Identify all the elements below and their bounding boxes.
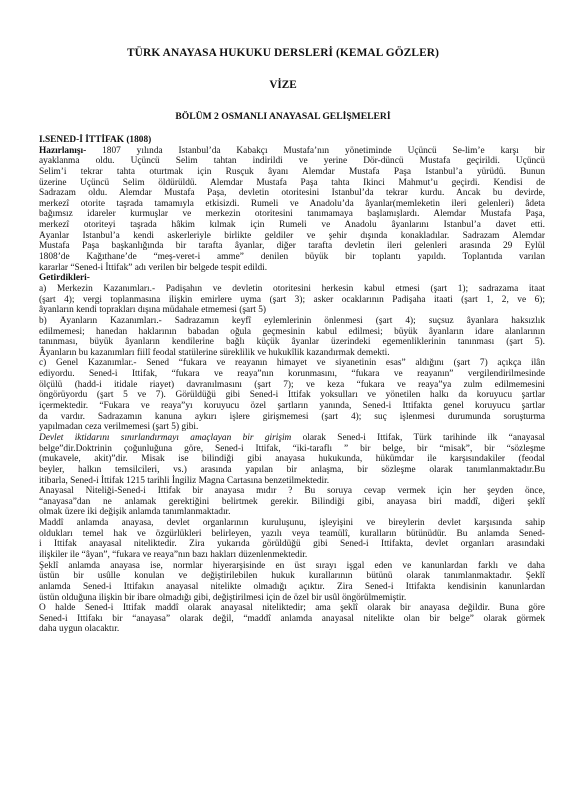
paragraph-line: ediyordu. Sened-i İttifak, “fukara ve reaya”nın korunmasını, “fukara ve reayanın” vergilendirilmesinde [39,369,545,380]
paragraph-line: b) Âyanların Kazanımları.- Sadrazamın keyfî eylemlerinin önlenmesi (şart 4); suçsuz âyanlara haksızlık [39,315,545,326]
document-title: TÜRK ANAYASA HUKUKU DERSLERİ (KEMAL GÖZLER) [126,47,439,59]
section-heading: I.SENED-İ İTTİFAK (1808) [39,135,152,145]
paragraph-line: olmak üzere iki değişik anlamda tanımlanmaktadır. [39,507,231,518]
paragraph-line: oldukları temel hak ve özgürlükleri belirleyen, yazılı veya teamülî, kuralların bütünüdür. Bu anlamda Sened- [39,528,545,539]
paragraph-line: Devlet iktidarını sınırlandırmayı amaçlayan bir girişim olarak Sened-i İttifak, Türk tarihinde ilk “anayasal [39,432,545,443]
chapter-heading: BÖLÜM 2 OSMANLI ANAYASAL GELİŞMELERİ [175,111,391,122]
paragraph-line: c) Genel Kazanımlar.- Sened “fukara ve reayanın himayet ve siyanetinin esas” aldığını (şart 7) açıkça ilân [39,358,545,369]
paragraph-line: Sadrazam oldu. Alemdar Mustafa Paşa, devletin otoritesini İstanbul’da tekrar kurdu. Ancak bu devirde, [39,188,545,199]
paragraph-line: Mustafa Paşa başkanlığında bir tarafta âyanlar, diğer tarafta devletin ileri gelenleri arasında 29 Eylül [39,241,545,252]
paragraph-line: ölçülü (hadd-i itidale riayet) davranılmasını (şart 7); ve keza “fukara ve reaya”ya zulm edilmemesini [39,379,545,390]
paragraph-line: Âyanlar İstanbul’a kendi askerleriyle birlikte geldiler ve şehir dışında konakladılar. Sadrazam Alemdar [39,230,545,241]
paragraph-line: ilişkiler ile “âyan”, “fukara ve reaya”nın bazı hakları düzenlenmektedir. [39,549,308,560]
paragraph-line: (şart 4); vergi toplanmasına ilişkin emirlere uyma (şart 3); asker ocaklarının Padişaha itaati (şart 1, 2, ve 6); [39,294,545,305]
document-subtitle: VİZE [269,79,297,91]
paragraph-line: (mukavele, akit)”dir. Misak ise bilindiği gibi anayasa hukukunda, hükümdar ile karşısındakiler (feodal [39,454,545,465]
paragraph-line: Sened-i İttifakı bir “anayasa” olarak değil, “maddî anlamda anayasal nitelikte olan bir belge” olarak görmek [39,613,545,624]
paragraph-line: itibarla, Sened-i İttifak 1215 tarihli İngiliz Magna Cartasına benzetilmektedir. [39,475,330,486]
paragraph-line: ayaklanma oldu. Üçüncü Selim tahtan indirildi ve yerine Dör-düncü Mustafa geçirildi. Üçüncü [39,156,545,167]
paragraph-line: öngörüyordu (şart 5 ve 7). Görüldüğü gibi Sened-i İttifak yoksulları ve yönetilen halkı da koruyucu şartlar [39,390,545,401]
paragraph-line: merkezî otoriteyi taşrada hâkim kılmak için Rumeli ve Anadolu âyanlarını İstanbul’a davet etti. [39,220,545,231]
paragraph-line: kararlar “Sened-i İttifak” adı verilen bir belgede tespit edildi. [39,262,268,273]
paragraph-line: merkezî otorite taşrada tamamıyla etkisizdi. Rumeli ve Anadolu’da âyanlar(memleketin ileri gelenleri) âdeta [39,198,545,209]
paragraph-line: yapılmadan ceza verilmemesi (şart 5) gibi. [39,422,199,433]
paragraph-line: üstün bir usûlle konulan ve değiştirilebilen hukuk kurallarının bütünü olarak tanımlanmaktadır. Şeklî [39,571,545,582]
paragraph-line: Maddî anlamda anayasa, devlet organlarının kuruluşunu, işleyişini ve bireylerin devlet karşısında sahip [39,518,545,529]
paragraph-line: tanınması, büyük âyanların kendilerine bağlı küçük âyanlar üzerindeki egemenliklerinin tanınması (şart 5). [39,337,545,348]
paragraph-line: “anayasa”dan ne anlamak gerektiğini belirtmek gerekir. Bilindiği gibi, anayasa biri maddî, diğeri şeklî [39,496,545,507]
paragraph-line: O halde Sened-i İttifak maddî olarak anayasal niteliktedir; ama şeklî olarak bir anayasa değildir. Buna göre [39,603,545,614]
paragraph-line: 1808’de Kağıthane’de “meş-veret-i amme” denilen büyük bir toplantı yapıldı. Toplantıda varılan [39,252,545,263]
paragraph-line: beyler, halkın temsilcileri, vs.) arasında yapılan bir anlaşma, bir sözleşme olarak tanımlanmaktadır.Bu [39,464,545,475]
paragraph-line: belge”dir.Doktrinin çoğunluğuna göre, Sened-i İttifak, “iki-taraflı ” bir belge, bir “misak”, bir “sözleşme [39,443,545,454]
paragraph-line: Şeklî anlamda anayasa ise, normlar hiyerarşisinde en üst sırayı işgal eden ve kanunlardan farklı ve daha [39,560,545,571]
paragraph-line: Anayasal Niteliği-Sened-i İttifak bir anayasa mıdır ? Bu soruya cevap vermek için her şeyden önce, [39,486,545,497]
paragraph-line: Hazırlanışı- 1807 yılında İstanbul’da Kabakçı Mustafa’nın yönetiminde Üçüncü Se-lim’e karşı bir [39,145,545,156]
paragraph-line: üzerine Üçüncü Selim öldürüldü. Alemdar Mustafa Paşa tahta İkinci Mahmut’u geçirdi. Kendisi de [39,177,545,188]
document-body [39,135,545,635]
paragraph-line: Selim’i tekrar tahta oturtmak için Rusçuk âyanı Alemdar Mustafa Paşa İstanbul’a yürüdü. Bunun [39,166,545,177]
benefits-heading: Getirdikleri- [39,273,90,284]
paragraph-line: bağımsız idareler kurmuşlar ve merkezin otoritesini tanımamaya başlamışlardı. Alemdar Mustafa Paşa, [39,209,545,220]
paragraph-line: a) Merkezin Kazanımları.- Padişahın ve devletin otoritesini herkesin kabul etmesi (şart 1); sadrazama itaat [39,283,545,294]
paragraph-line: Âyanların bu kazanımları fiilî feodal statülerine süreklilik ve hukukîlik kazandırmak demekti. [39,347,390,358]
intent-italic: Devlet iktidarını sınırlandırmayı amaçlayan bir girişim [39,432,292,443]
paragraph-line: içermektedir. “Fukara ve reaya”yı koruyucu özel şartların yanında, Sened-i İttifakta genel koruyucu şartlar [39,401,545,412]
paragraph-line: daha uygun olacaktır. [39,624,120,635]
prep-label: Hazırlanışı- [39,145,87,156]
paragraph-line: i İttifak anayasal niteliktedir. Zira yukarıda görüldüğü gibi Sened-i İttifakta, devlet organları arasındaki [39,539,545,550]
paragraph-line: âyanların kendi toprakları dışına müdahale etmemesi (şart 5) [39,305,267,316]
paragraph-line: edilmemesi; hanedan haklarının babadan oğula geçmesinin kabul edilmesi; büyük âyanların idare alanlarının [39,326,545,337]
paragraph-line: anlamda Sened-i İttifakın anayasal nitelikte olmadığı açıktır. Zira Sened-i İttifakta kendisinin kanunlardan [39,581,545,592]
paragraph-line: da vardır. Sadrazamın kanuna aykırı işlere girişmemesi (şart 4); suç işlenmesi durumunda soruşturma [39,411,545,422]
paragraph-line: üstün olduğuna ilişkin bir ibare olmadığı gibi, değiştirilmesi için de özel bir usûl öngörülmemiştir. [39,592,407,603]
